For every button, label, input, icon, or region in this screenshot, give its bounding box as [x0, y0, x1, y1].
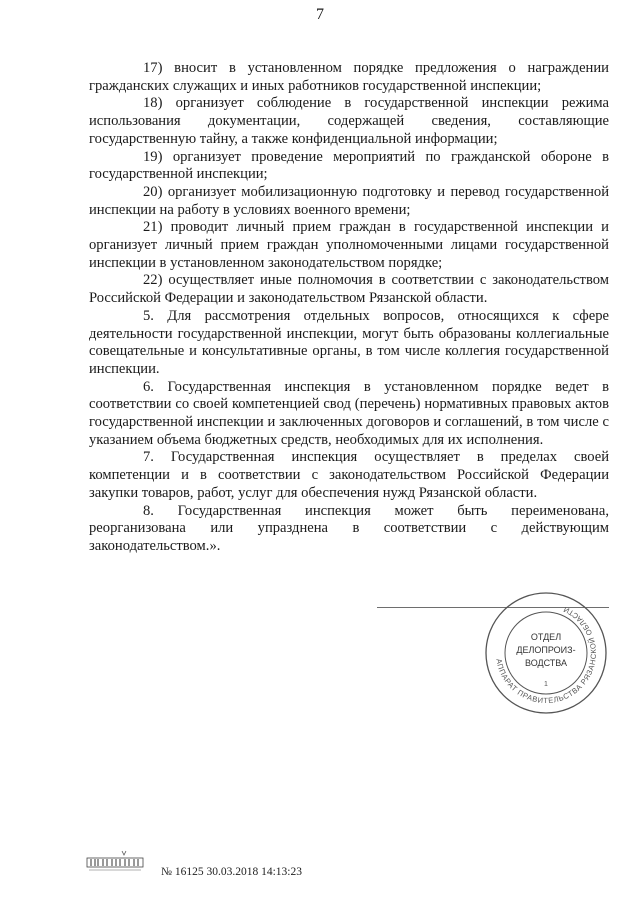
clause-7: 7. Государственная инспекция осуществляет в пределах своей компетенции и в соответствии с законодательством Российской Федерации закупки товаров, работ, услуг для обеспечения нужд Рязанской области. [89, 449, 609, 501]
list-item-20: 20) организует мобилизационную подготовку и перевод государственной инспекции на работу в условиях военного времени; [89, 183, 609, 218]
registration-number: № 16125 30.03.2018 14:13:23 [161, 866, 302, 878]
stamp-number: 1 [544, 681, 548, 688]
list-item-21: 21) проводит личный прием граждан в государственной инспекции и организует личный прием граждан уполномоченными лицами государственной инспекции в установленном законодательством порядке; [89, 219, 609, 271]
clause-6: 6. Государственная инспекция в установленном порядке ведет в соответствии со своей компетенцией свод (перечень) нормативных правовых актов государственной инспекции и заключенных договоров и соглашений, в том числе с указанием объема бюджетных средств, необходимых для их исполнения. [89, 378, 609, 448]
list-item-19: 19) организует проведение мероприятий по гражданской обороне в государственной инспекции; [89, 148, 609, 183]
list-item-18: 18) организует соблюдение в государственной инспекции режима использования документации, содержащей сведения, составляющие государственную тайну, а также конфиденциальной информации; [89, 95, 609, 147]
stamp-label-3: ВОДСТВА [524, 658, 568, 668]
stamp-ring-text: АППАРАТ ПРАВИТЕЛЬСТВА РЯЗАНСКОЙ ОБЛАСТИ [494, 604, 599, 706]
document-body [89, 60, 609, 556]
stamp-label-1: ОТДЕЛ [530, 632, 562, 642]
list-item-22: 22) осуществляет иные полномочия в соответствии с законодательством Российской Федерации и законодательством Рязанской области. [89, 272, 609, 307]
page-number: 7 [316, 6, 324, 23]
clause-8: 8. Государственная инспекция может быть переименована, реорганизована или упразднена в соответствии с действующим законодательством.». [89, 502, 609, 554]
office-stamp [483, 590, 609, 716]
stamp-label-2: ДЕЛОПРОИЗ- [516, 645, 576, 655]
list-item-17: 17) вносит в установленном порядке предложения о награждении гражданских служащих и иных работников государственной инспекции; [89, 60, 609, 94]
barcode-mark [86, 848, 146, 874]
clause-5: 5. Для рассмотрения отдельных вопросов, относящихся к сфере деятельности государственной инспекции, могут быть образованы коллегиальные совещательные и консультативные органы, в том числе коллегия государственной инспекции. [89, 307, 609, 377]
